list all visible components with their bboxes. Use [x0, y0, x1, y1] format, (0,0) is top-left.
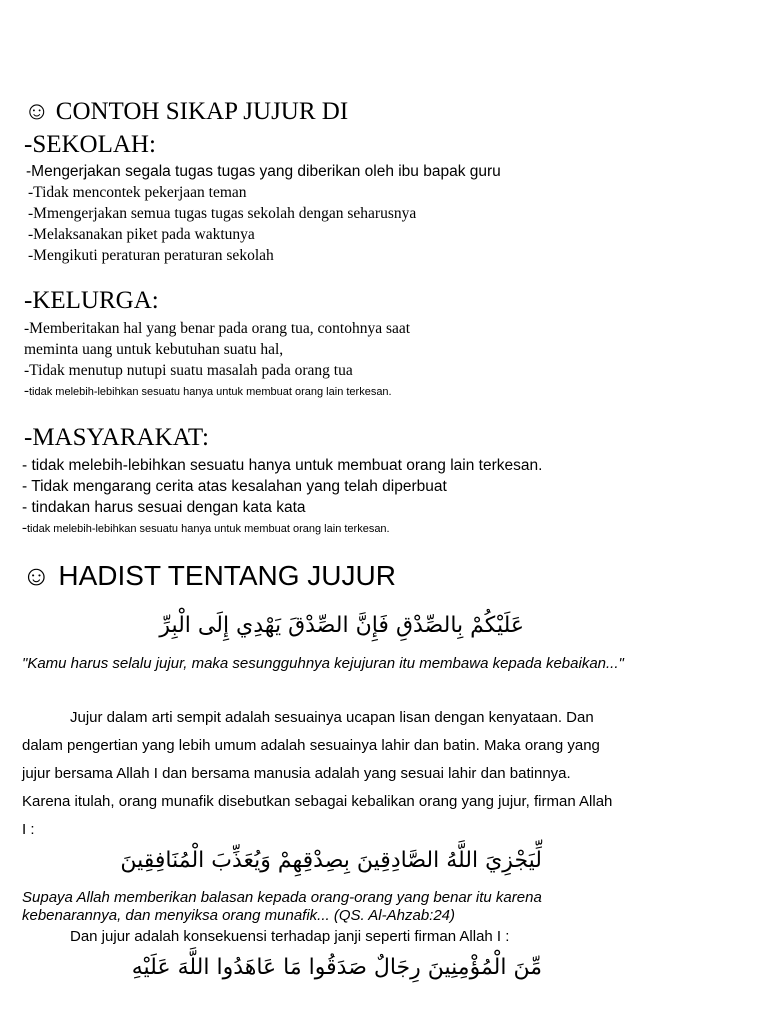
list-item-masyarakat-2: - Tidak mengarang cerita atas kesalahan yang telah diperbuat: [22, 478, 447, 495]
list-item-masyarakat-1: - tidak melebih-lebihkan sesuatu hanya untuk membuat orang lain terkesan.: [22, 457, 543, 474]
verse-translation-line-2: kebenarannya, dan menyiksa orang munafik... (QS. Al-Ahzab:24): [22, 907, 456, 924]
heading-masyarakat: -MASYARAKAT:: [24, 424, 209, 451]
arabic-verse-janji: مِّنَ الْمُؤْمِنِينَ رِجَالٌ صَدَقُوا مَا عَاهَدُوا اللَّهَ عَلَيْهِ: [131, 955, 542, 980]
paragraph-line-2: dalam pengertian yang lebih umum adalah sesuainya lahir dan batin. Maka orang yang: [22, 737, 600, 754]
list-item-sekolah-5: -Mengikuti peraturan peraturan sekolah: [28, 247, 274, 264]
verse-translation-line-1: Supaya Allah memberikan balasan kepada orang-orang yang benar itu karena: [22, 889, 542, 906]
heading-sekolah: -SEKOLAH:: [24, 131, 156, 158]
section-title-hadist: ☺ HADIST TENTANG JUJUR: [22, 560, 396, 591]
paragraph-janji: Dan jujur adalah konsekuensi terhadap janji seperti firman Allah I :: [70, 928, 510, 945]
list-item-masyarakat-3: - tindakan harus sesuai dengan kata kata: [22, 499, 306, 516]
list-item-masyarakat-small: -tidak melebih-lebihkan sesuatu hanya untuk membuat orang lain terkesan.: [22, 520, 390, 536]
list-item-sekolah-4: -Melaksanakan piket pada waktunya: [28, 226, 255, 243]
arabic-verse-ahzab: لِّيَجْزِيَ اللَّهُ الصَّادِقِينَ بِصِدْقِهِمْ وَيُعَذِّبَ الْمُنَافِقِينَ: [120, 848, 542, 873]
list-item-kelurga-1: -Memberitakan hal yang benar pada orang tua, contohnya saat: [24, 320, 411, 337]
paragraph-line-5: I :: [22, 821, 35, 838]
list-item-sekolah-3: -Mmengerjakan semua tugas tugas sekolah dengan seharusnya: [28, 205, 417, 222]
paragraph-line-4: Karena itulah, orang munafik disebutkan sebagai kebalikan orang yang jujur, firman Allah: [22, 793, 613, 810]
list-item-kelurga-2: meminta uang untuk kebutuhan suatu hal,: [24, 341, 284, 358]
hadith-translation: "Kamu harus selalu jujur, maka sesungguhnya kejujuran itu membawa kepada kebaikan...": [22, 655, 624, 672]
heading-kelurga: -KELURGA:: [24, 287, 159, 314]
list-item-kelurga-3: -Tidak menutup nutupi suatu masalah pada orang tua: [24, 362, 353, 379]
arabic-hadith-text: عَلَيْكُمْ بِالصِّدْقِ فَإِنَّ الصِّدْقَ يَهْدِي إِلَى الْبِرِّ: [159, 613, 524, 638]
list-item-sekolah-2: -Tidak mencontek pekerjaan teman: [28, 184, 247, 201]
section-title-contoh: ☺ CONTOH SIKAP JUJUR DI: [24, 98, 349, 125]
paragraph-line-1: Jujur dalam arti sempit adalah sesuainya ucapan lisan dengan kenyataan. Dan: [70, 709, 594, 726]
list-item-sekolah-1: -Mengerjakan segala tugas tugas yang diberikan oleh ibu bapak guru: [26, 163, 501, 180]
list-item-kelurga-small: -tidak melebih-lebihkan sesuatu hanya untuk membuat orang lain terkesan.: [24, 383, 392, 399]
paragraph-line-3: jujur bersama Allah I dan bersama manusia adalah yang sesuai lahir dan batinnya.: [22, 765, 571, 782]
